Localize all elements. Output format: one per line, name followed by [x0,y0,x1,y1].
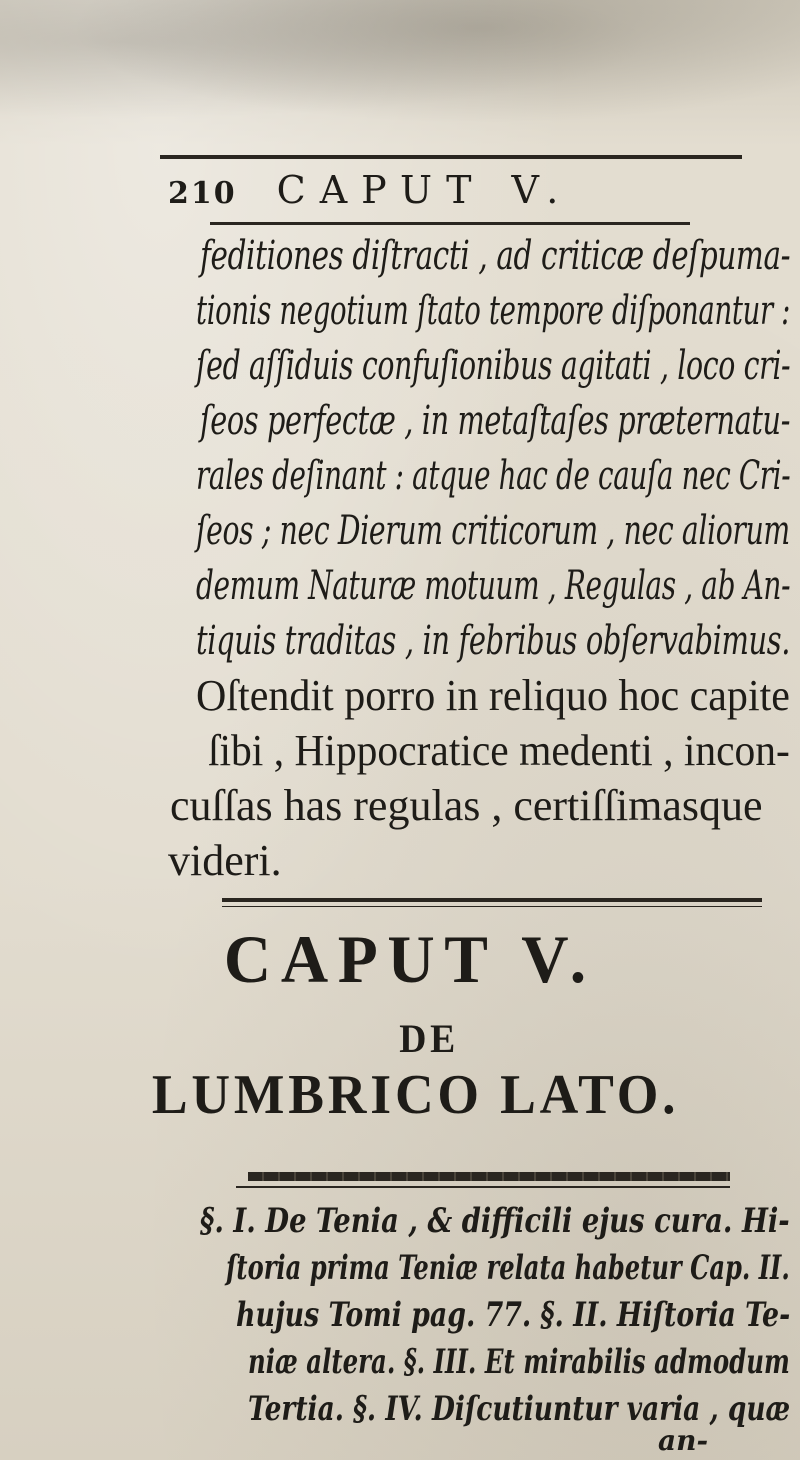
catchword: an- [658,1424,709,1457]
summary-line: niæ altera. §. III. Et mirabilis admodum [248,1342,790,1382]
chapter-de: DE [399,1016,459,1061]
running-head [168,168,728,212]
text-line: ſibi , Hippocratice medenti , incon- [208,726,790,775]
summary-line: §. I. De Tenia , & difficili ejus cura. Hi- [200,1201,790,1241]
text-line: Oſtendit porro in reliquo hoc capite [196,671,790,720]
top-rule [160,155,742,159]
ornament-rule [248,1172,730,1181]
text-line: ſed aſſiduis confuſionibus agitati , loco cri- [196,343,791,389]
ornament-rule-thin [236,1186,730,1188]
text-line: feditiones diſtracti , ad criticæ deſpuma- [200,233,791,279]
chapter-subject: LUMBRICO LATO. [151,1064,680,1126]
chapter-top-rule-thin [222,906,762,907]
running-title: CAPUT V. [276,168,573,212]
summary-line: ſtoria prima Teniæ relata habetur Cap. II. [226,1248,790,1288]
text-line: tiquis traditas , in febribus obſervabimus. [196,618,791,664]
chapter-top-rule [222,898,762,902]
text-line: tionis negotium ſtato tempore diſponantur : [196,288,791,334]
page-stain [0,0,800,140]
chapter-heading: CAPUT V. [223,921,596,997]
text-line: ſeos ; nec Dierum criticorum , nec aliorum [196,508,790,554]
head-rule [210,222,690,225]
text-line: rales deſinant : atque hac de cauſa nec Cri- [196,453,791,499]
text-line: demum Naturæ motuum , Regulas , ab An- [196,563,791,609]
text-line: ſeos perfectæ , in metaſtaſes præternatu- [200,398,791,444]
text-line: cuſſas has regulas , certiſſimasque [170,781,763,830]
page-number: 210 [168,176,237,211]
summary-line: Tertia. §. IV. Diſcutiuntur varia , quæ [248,1389,791,1429]
text-line: videri. [168,836,282,885]
summary-line: hujus Tomi pag. 77. §. II. Hiſtoria Te- [236,1295,791,1335]
